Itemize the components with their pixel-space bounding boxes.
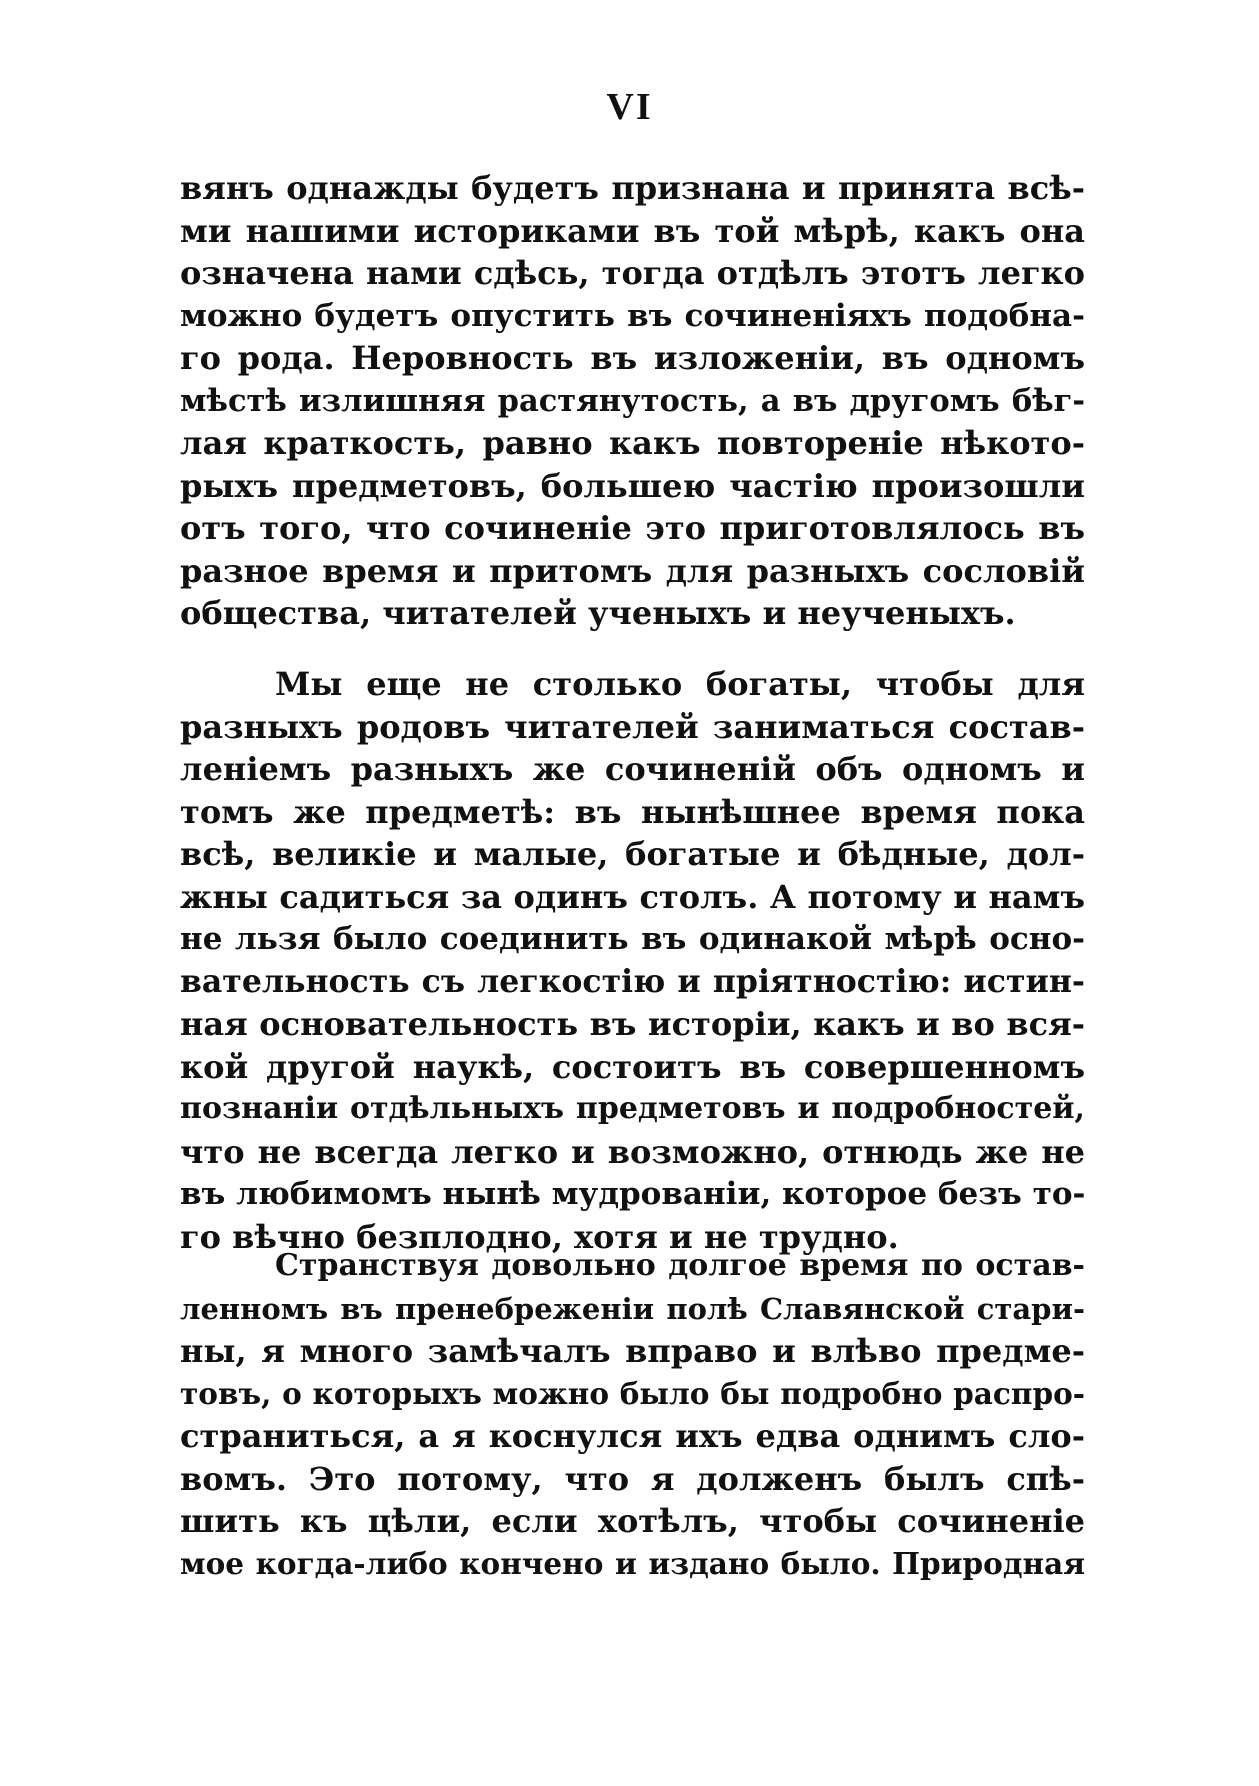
text-line: жны садиться за одинъ столъ. А потому и намъ — [180, 877, 1085, 916]
text-line: шить къ цѣли, если хотѣлъ, чтобы сочиненіе — [180, 1502, 1085, 1540]
text-line: всѣ, великіе и малые, богатые и бѣдные, дол- — [180, 835, 1085, 873]
text-line: разныхъ родовъ читателей заниматься состав- — [180, 707, 1085, 746]
text-line: томъ же предметѣ: въ нынѣшнее время пока — [180, 792, 1085, 831]
text-line: мое когда-либо кончено и издано было. Природная — [180, 1545, 1085, 1581]
text-line: въ любимомъ нынѣ мудрованіи, которое безъ то- — [180, 1176, 1086, 1212]
page-number: VI — [606, 86, 653, 128]
text-line: рыхъ предметовъ, большею частію произошли — [180, 466, 1085, 505]
text-line: леніемъ разныхъ же сочиненій объ одномъ и — [180, 750, 1085, 788]
text-line: вательность съ легкостію и пріятностію: истин- — [180, 962, 1085, 1000]
text-line: го вѣчно безплодно, хотя и не трудно. — [180, 1217, 899, 1256]
text-line: товъ, о которыхъ можно было бы подробно распро- — [180, 1375, 1085, 1411]
text-line: Мы еще не столько богаты, чтобы для — [275, 665, 1085, 703]
text-line: страниться, а я коснулся ихъ едва однимъ сло- — [180, 1417, 1085, 1455]
text-line: можно будетъ опустить въ сочиненіяхъ подобна- — [180, 297, 1085, 334]
text-line: что не всегда легко и возможно, отнюдь же не — [180, 1132, 1085, 1171]
text-line: ми нашими историками въ той мѣрѣ, какъ она — [180, 211, 1085, 250]
paragraph-2 — [180, 663, 1085, 1258]
text-line: ная основательность въ исторіи, какъ и во вся- — [180, 1005, 1085, 1043]
text-line: ленномъ въ пренебреженіи полѣ Славянской стари- — [180, 1291, 1085, 1326]
text-line: общества, читателей ученыхъ и неученыхъ. — [180, 594, 1016, 632]
text-line: мѣстѣ излишняя растянутость, а въ другомъ бѣг- — [180, 382, 1085, 419]
paragraph-1 — [180, 167, 1085, 635]
text-line: кой другой наукѣ, состоитъ въ совершенномъ — [180, 1047, 1085, 1086]
text-line: отъ того, что сочиненіе это приготовлялось въ — [180, 509, 1085, 547]
text-line: лая краткость, равно какъ повтореніе нѣкото- — [180, 424, 1085, 462]
text-line: означена нами сдѣсь, тогда отдѣлъ этотъ легко — [180, 254, 1085, 292]
text-line: разное время и притомъ для разныхъ сословій — [180, 551, 1085, 590]
text-line: не льзя было соединить въ одинакой мѣрѣ осно- — [180, 921, 1085, 957]
text-line: познаніи отдѣльныхъ предметовъ и подробностей, — [180, 1091, 1085, 1126]
paragraph-3 — [180, 1245, 1085, 1585]
text-line: ны, я много замѣчалъ вправо и влѣво предме- — [180, 1332, 1085, 1370]
text-line: Странствуя довольно долгое время по остав- — [275, 1248, 1085, 1283]
text-line: го рода. Неровность въ изложеніи, въ одномъ — [180, 339, 1085, 377]
text-line: вянъ однажды будетъ признана и принята всѣ- — [180, 169, 1085, 207]
text-line: вомъ. Это потому, что я долженъ былъ спѣ- — [180, 1459, 1085, 1498]
